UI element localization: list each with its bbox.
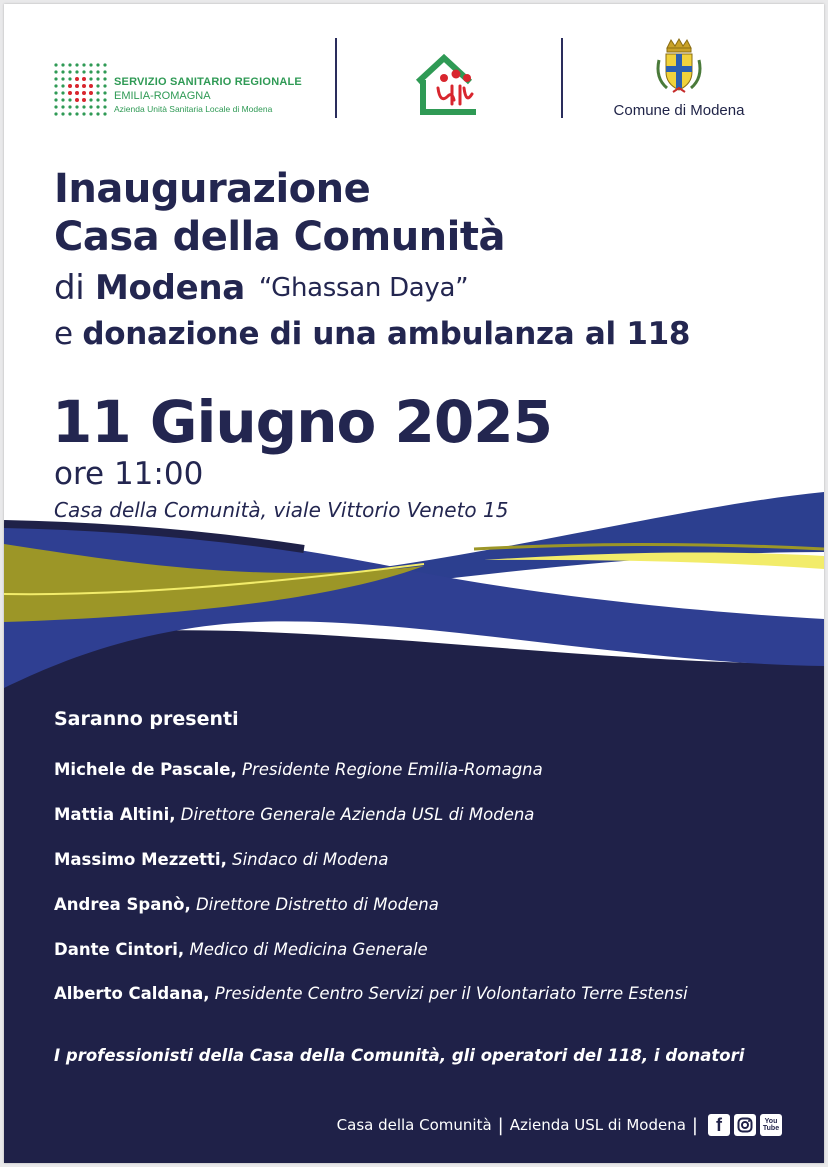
youtube-icon-top: You [764, 1118, 778, 1125]
attendee-role: Medico di Medicina Generale [189, 940, 428, 959]
attendee-row [54, 760, 543, 779]
event-time: ore 11:00 [54, 456, 204, 492]
closing-line: I professionisti della Casa della Comunità, gli operatori del 118, i donatori [54, 1046, 745, 1065]
footer-separator: | [691, 1114, 698, 1136]
attendee-row [54, 984, 688, 1003]
ssr-line-1: SERVIZIO SANITARIO REGIONALE [114, 76, 302, 88]
footer-separator: | [497, 1114, 504, 1136]
facebook-icon[interactable]: f [708, 1114, 730, 1136]
attendee-name: Michele de Pascale, [54, 760, 237, 779]
attendee-name: Massimo Mezzetti, [54, 850, 227, 869]
attendee-row [54, 850, 388, 869]
footer-ausl-label: Azienda USL di Modena [509, 1116, 686, 1134]
attendee-role: Direttore Distretto di Modena [195, 895, 439, 914]
title-line-3-prefix: di [54, 268, 85, 308]
poster [4, 4, 824, 1163]
attendee-row [54, 805, 534, 824]
youtube-icon[interactable] [760, 1114, 782, 1136]
footer [337, 1114, 782, 1136]
title-line-2: Casa della Comunità [54, 214, 505, 260]
attendee-row [54, 940, 428, 959]
footer-casa-label: Casa della Comunità [336, 1116, 492, 1134]
event-date: 11 Giugno 2025 [52, 388, 552, 456]
attendee-name: Dante Cintori, [54, 940, 185, 959]
title-dedication: “Ghassan Daya” [258, 273, 469, 303]
attendee-role: Presidente Regione Emilia-Romagna [242, 760, 543, 779]
title-line-4-prefix: e [54, 316, 73, 352]
ssr-line-2: EMILIA-ROMAGNA [114, 90, 211, 102]
instagram-icon[interactable] [734, 1114, 756, 1136]
youtube-icon-bottom: Tube [762, 1125, 780, 1132]
comune-label: Comune di Modena [613, 102, 745, 119]
attendee-name: Andrea Spanò, [54, 895, 191, 914]
title-line-1: Inaugurazione [54, 166, 371, 212]
attendees-heading: Saranno presenti [54, 708, 239, 730]
title-city: Modena [94, 268, 245, 308]
attendee-role: Presidente Centro Servizi per il Volontariato Terre Estensi [214, 984, 688, 1003]
attendee-role: Direttore Generale Azienda USL di Modena [180, 805, 535, 824]
attendee-name: Alberto Caldana, [54, 984, 210, 1003]
attendee-row [54, 895, 439, 914]
title-donation: donazione di una ambulanza al 118 [82, 316, 691, 352]
event-location: Casa della Comunità, viale Vittorio Veneto 15 [54, 498, 509, 522]
attendee-name: Mattia Altini, [54, 805, 176, 824]
attendee-role: Sindaco di Modena [232, 850, 389, 869]
ssr-line-3: Azienda Unità Sanitaria Locale di Modena [114, 104, 273, 114]
